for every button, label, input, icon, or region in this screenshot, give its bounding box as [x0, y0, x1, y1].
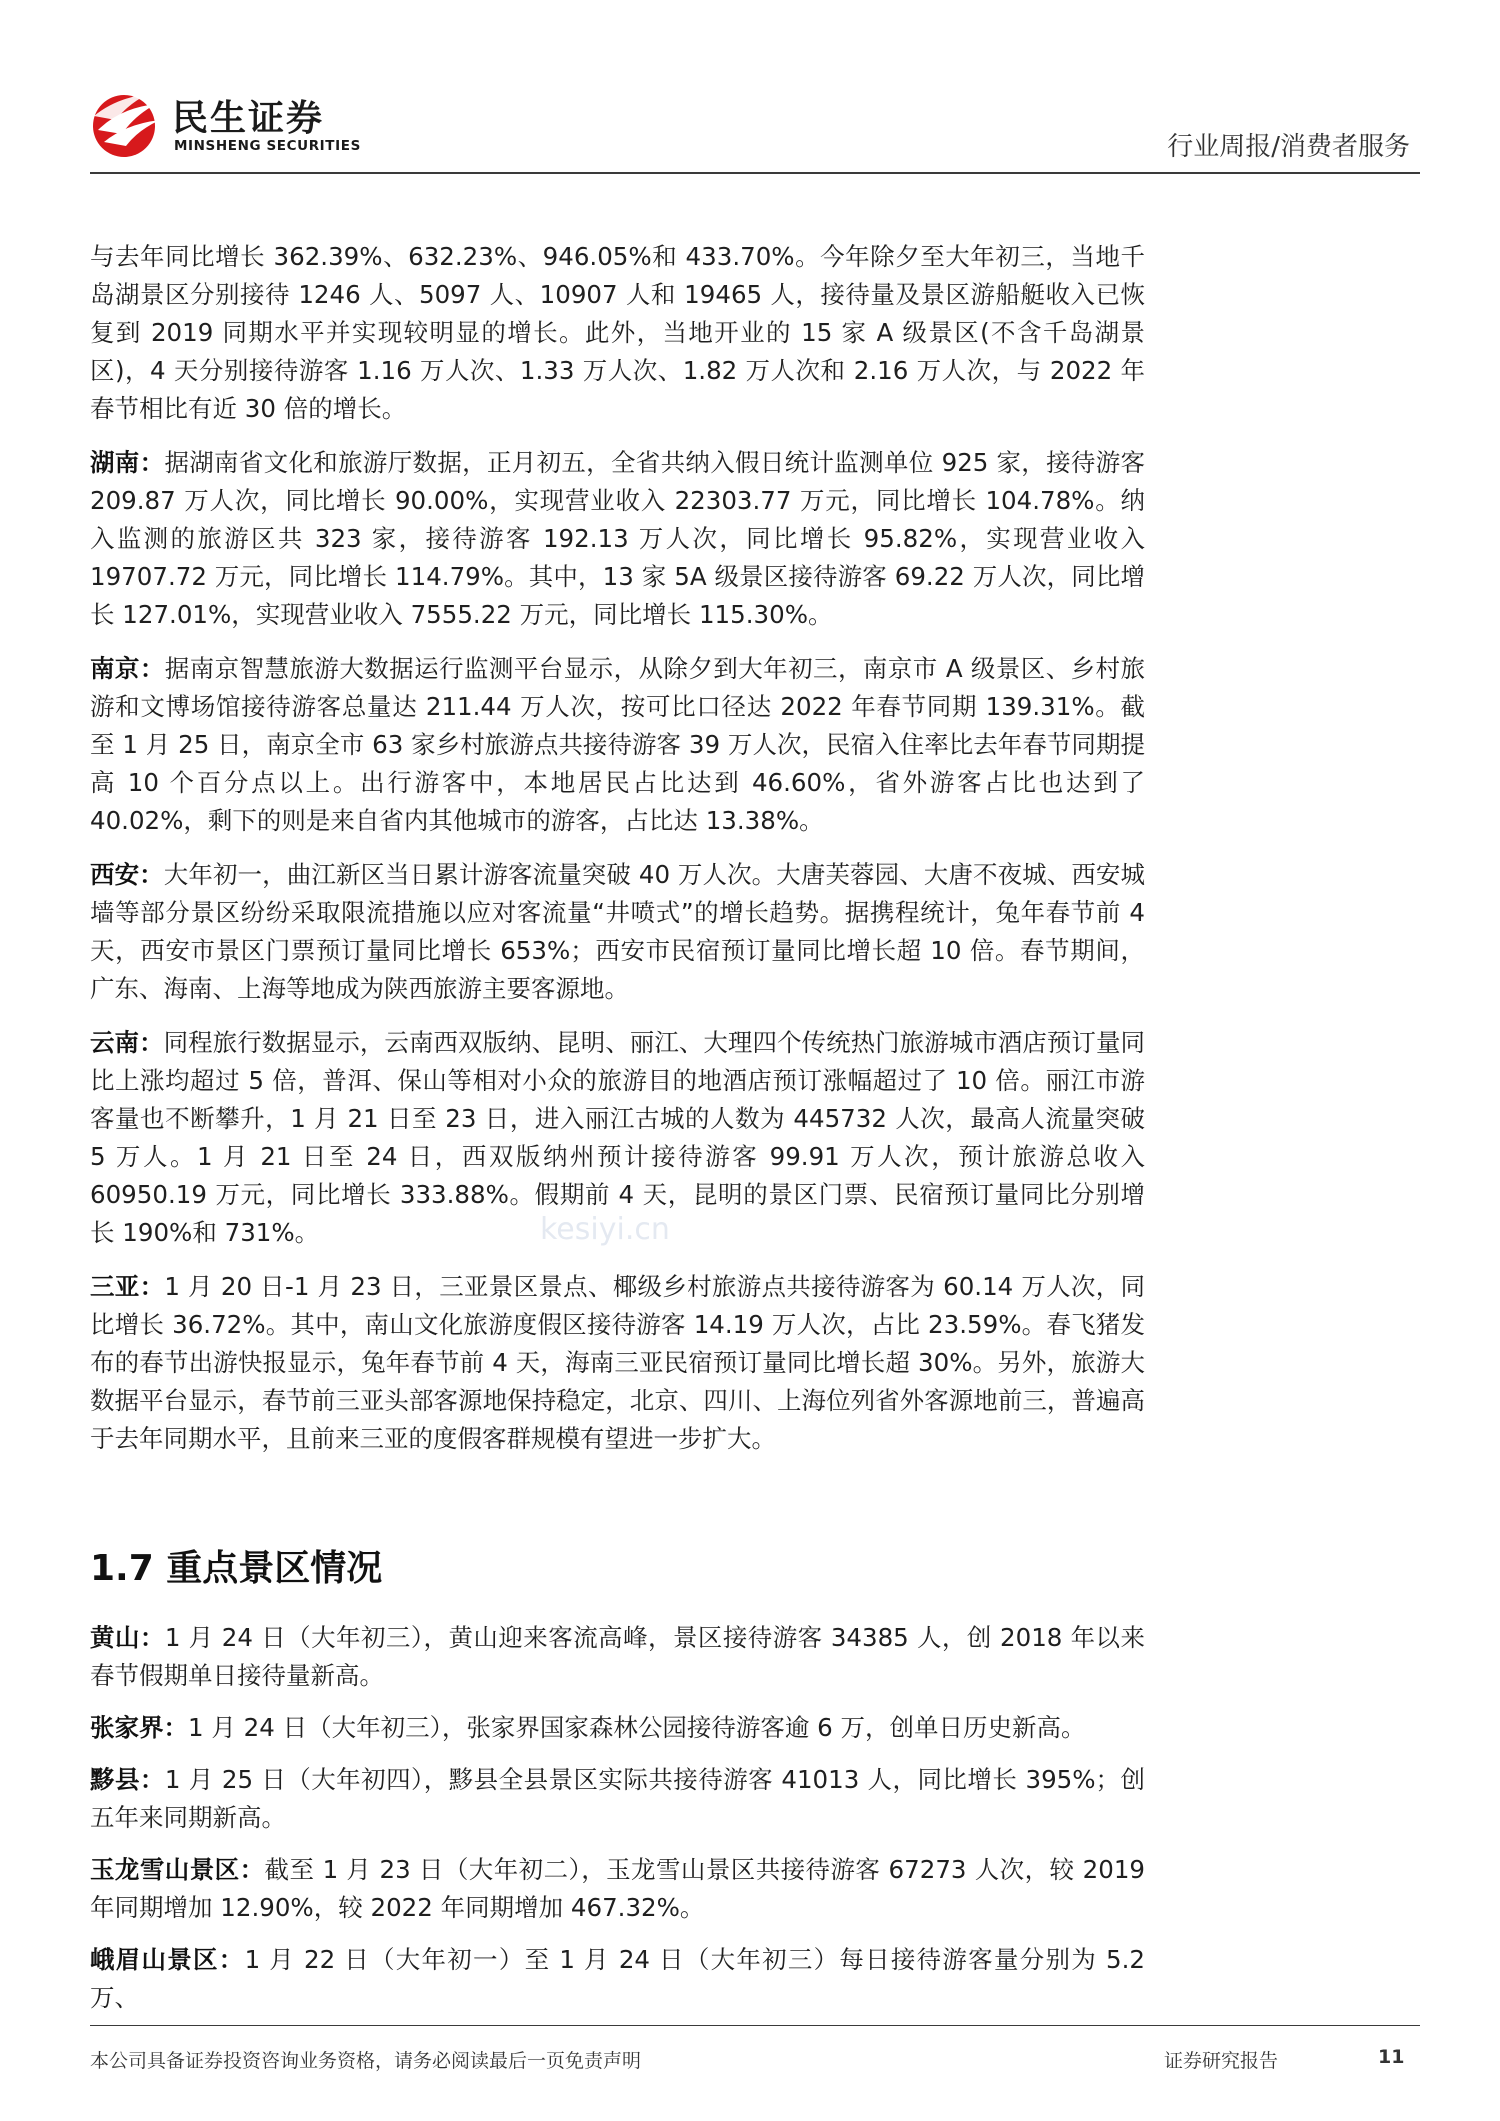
scenic-item-yixian: 黟县：1 月 25 日（大年初四），黟县全县景区实际共接待游客 41013 人，同比增长 395%；创五年来同期新高。: [90, 1765, 1146, 1832]
report-category: 行业周报/消费者服务: [1167, 132, 1410, 162]
paragraph-xian: 西安：大年初一，曲江新区当日累计游客流量突破 40 万人次。大唐芙蓉园、大唐不夜城、西安城墙等部分景区纷纷采取限流措施以应对客流量“井喷式”的增长趋势。据携程统计，兔年春节前 4 天，西安市景区门票预订量同比增长 653%；西安市民宿预订量同比增长超 10 倍。春节期间，广东、海南、上海等地成为陕西旅游主要客源地。: [90, 860, 1146, 1003]
scenic-item-huangshan: 黄山：1 月 24 日（大年初三），黄山迎来客流高峰，景区接待游客 34385 人，创 2018 年以来春节假期单日接待量新高。: [90, 1623, 1145, 1690]
page-number: 11: [1378, 2046, 1405, 2068]
logo-text-english: MINSHENG SECURITIES: [174, 138, 361, 154]
paragraph-label: 湖南：: [90, 448, 165, 477]
header-divider: [90, 172, 1420, 174]
item-label: 峨眉山景区：: [90, 1945, 245, 1974]
logo-text-chinese: 民生证券: [172, 98, 325, 139]
company-logo: [90, 90, 390, 160]
page-header: [90, 90, 1410, 174]
scenic-item-emei: 峨眉山景区：1 月 22 日（大年初一）至 1 月 24 日（大年初三）每日接待游客量分别为 5.2 万、: [90, 1945, 1146, 2012]
paragraph-sanya: 三亚：1 月 20 日-1 月 23 日，三亚景区景点、椰级乡村旅游点共接待游客为 60.14 万人次，同比增长 36.72%。其中，南山文化旅游度假区接待游客 14.19 万人次，占比 23.59%。春飞猪发布的春节出游快报显示，兔年春节前 4 天，海南三亚民宿预订量同比增长超 30%。另外，旅游大数据平台显示，春节前三亚头部客源地保持稳定，北京、四川、上海位列省外客源地前三，普遍高于去年同期水平，且前来三亚的度假客群规模有望进一步扩大。: [90, 1272, 1146, 1453]
footer-disclaimer: 本公司具备证券投资咨询业务资格，请务必阅读最后一页免责声明: [90, 2050, 642, 2072]
paragraph: 与去年同比增长 362.39%、632.23%、946.05%和 433.70%。今年除夕至大年初三，当地千岛湖景区分别接待 1246 人、5097 人、10907 人和 19465 人，接待量及景区游船艇收入已恢复到 2019 同期水平并实现较明显的增长。此外，当地开业的 15 家 A 级景区(不含千岛湖景区)，4 天分别接待游客 1.16 万人次、1.33 万人次、1.82 万人次和 2.16 万人次，与 2022 年春节相比有近 30 倍的增长。: [90, 242, 1145, 423]
scenic-spots-section: [90, 1619, 1145, 2017]
paragraph-hunan: 湖南：据湖南省文化和旅游厅数据，正月初五，全省共纳入假日统计监测单位 925 家，接待游客 209.87 万人次，同比增长 90.00%，实现营业收入 22303.77 万元，同比增长 104.78%。纳入监测的旅游区共 323 家，接待游客 192.13 万人次，同比增长 95.82%，实现营业收入 19707.72 万元，同比增长 114.79%。其中，13 家 5A 级景区接待游客 69.22 万人次，同比增长 127.01%，实现营业收入 7555.22 万元，同比增长 115.30%。: [90, 448, 1146, 629]
item-label: 张家界：: [90, 1713, 188, 1742]
item-label: 黟县：: [90, 1765, 165, 1794]
paragraph-label: 三亚：: [90, 1272, 165, 1301]
watermark-text: kesiyi.cn: [540, 1212, 670, 1247]
item-label: 黄山：: [90, 1623, 165, 1652]
item-label: 玉龙雪山景区：: [90, 1855, 265, 1884]
paragraph-label: 云南：: [90, 1028, 164, 1057]
paragraph-nanjing: 南京：据南京智慧旅游大数据运行监测平台显示，从除夕到大年初三，南京市 A 级景区、乡村旅游和文博场馆接待游客总量达 211.44 万人次，按可比口径达 2022 年春节同期 139.31%。截至 1 月 25 日，南京全市 63 家乡村旅游点共接待游客 39 万人次，民宿入住率比去年春节同期提高 10 个百分点以上。出行游客中，本地居民占比达到 46.60%，省外游客占比也达到了 40.02%，剩下的则是来自省内其他城市的游客，占比达 13.38%。: [90, 654, 1145, 835]
paragraph-label: 南京：: [90, 654, 165, 683]
main-content: [90, 238, 1145, 2031]
minsheng-logo-icon: [90, 90, 164, 160]
paragraph-yunnan: 云南：同程旅行数据显示，云南西双版纳、昆明、丽江、大理四个传统热门旅游城市酒店预订量同比上涨均超过 5 倍，普洱、保山等相对小众的旅游目的地酒店预订涨幅超过了 10 倍。丽江市游客量也不断攀升，1 月 21 日至 23 日，进入丽江古城的人数为 445732 人次，最高人流量突破 5 万人。1 月 21 日至 24 日，西双版纳州预计接待游客 99.91 万人次，预计旅游总收入 60950.19 万元，同比增长 333.88%。假期前 4 天，昆明的景区门票、民宿预订量同比分别增长 190%和 731%。: [90, 1028, 1145, 1247]
footer-report-type: 证券研究报告: [1164, 2050, 1279, 2072]
paragraph-label: 西安：: [90, 860, 164, 889]
scenic-item-yulong: 玉龙雪山景区：截至 1 月 23 日（大年初二），玉龙雪山景区共接待游客 67273 人次，较 2019 年同期增加 12.90%，较 2022 年同期增加 467.32%。: [90, 1855, 1145, 1922]
scenic-item-zhangjiajie: 张家界：1 月 24 日（大年初三），张家界国家森林公园接待游客逾 6 万，创单日历史新高。: [90, 1713, 1086, 1742]
footer-divider: [90, 2025, 1420, 2026]
section-title: 1.7 重点景区情况: [90, 1548, 383, 1589]
